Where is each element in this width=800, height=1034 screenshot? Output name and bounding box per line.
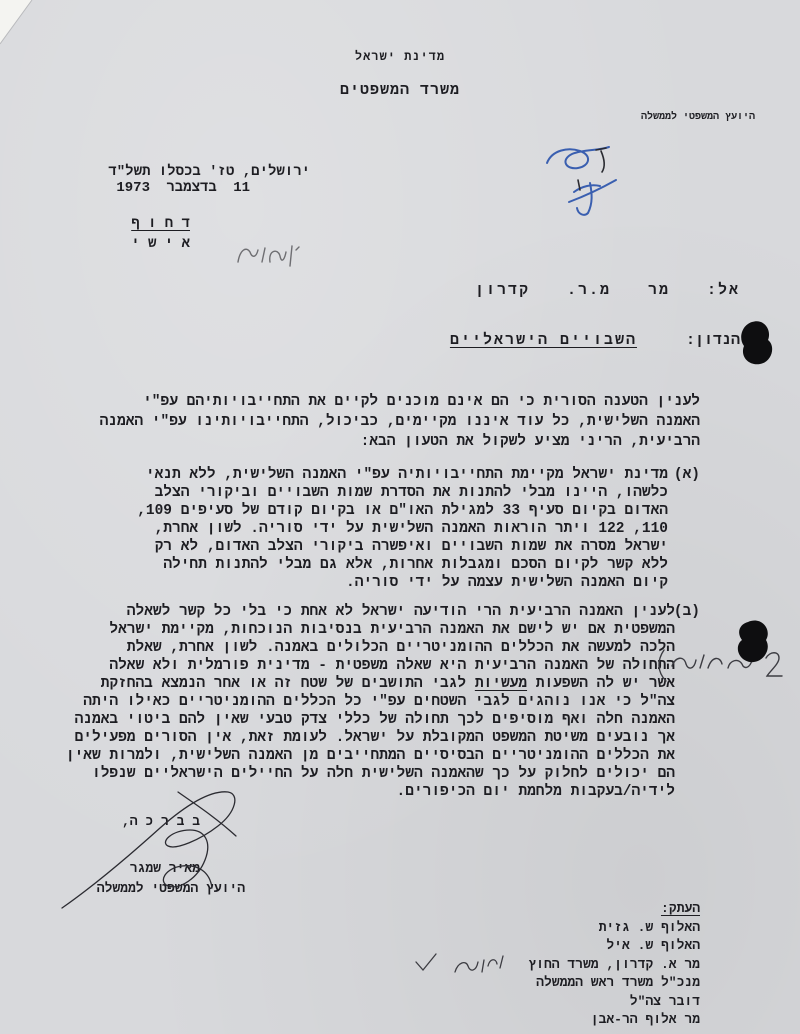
signatory-title: היועץ המשפטי לממשלה xyxy=(96,881,245,896)
paragraph-line: ללא קשר לקיום הסכם ומגבלות אחרות, אלא גם מבלי להתנות תחילה xyxy=(163,557,668,573)
date-hebrew: ירושלים, טז' בכסלו תשל"ד xyxy=(108,164,310,180)
paragraph-line: הם יכולים לחלוק על כך שהאמנה השלישית חלה על החיילים הישראליים שנפלו xyxy=(92,766,675,782)
line-segment: אשר יש לה השפעות xyxy=(527,676,675,692)
paragraph-line: הלכה למעשה את הכללים ההומניטריים הכלולים באמנה. לשון אחרת, שאלת xyxy=(126,640,675,656)
paragraph-line: לענין האמנה הרביעית הרי הודיעה ישראל לא אחת כי בלי כל קשר לשאלה xyxy=(126,604,675,620)
letterhead-state: מדינת ישראל xyxy=(354,50,446,64)
signatory-name: מאיר שמגר xyxy=(129,861,200,876)
paragraph-a-marker: (א) xyxy=(673,467,700,483)
copy-recipient: מנכ"ל משרד ראש הממשלה xyxy=(536,975,700,990)
paragraph-line: האמנה השלישית, כל עוד איננו מקיימים, כביכול, התחייבויותינו עפ"י האמנה xyxy=(99,414,700,430)
subject-line xyxy=(450,332,740,349)
intro-paragraph xyxy=(100,392,700,452)
letterhead-office: היועץ המשפטי לממשלה xyxy=(640,112,755,123)
paragraph-line: האמנה חלה ואף מוסיפים לכך תחולה של כללי צדק טבעי שאין להם ביטוי באמנה xyxy=(74,712,675,728)
copy-recipient: מר אלוף הר-אבן xyxy=(590,1012,700,1027)
closing: ב ב ר כ ה, xyxy=(121,814,200,829)
paragraph-b xyxy=(66,603,675,801)
paragraph-line: לידיה/בעקבות מלחמת יום הכיפורים. xyxy=(396,784,675,800)
subject-label: הנדון: xyxy=(685,332,740,349)
paragraph-line: ישראל מסרה את שמות השבויים ואיפשרה ביקורי הצלב האדום, לא רק xyxy=(154,539,668,555)
paragraph-line: כלשהו, היינו מבלי להתנות את הסדרת שמות השבויים וביקורי הצלב xyxy=(154,485,668,501)
copy-recipient: האלוף ש. איל xyxy=(606,938,700,953)
paragraph-line: התחולה של האמנה הרביעית היא שאלה משפטית - מדינית פורמלית ולא שאלה xyxy=(109,658,675,674)
underlined-word: מעשיות xyxy=(474,676,528,692)
paragraph-a xyxy=(137,466,668,592)
paragraph-line: המשפטית אם יש לישם את האמנה הרביעית בנסיבות הנוכחות, מקיימת ישראל xyxy=(109,622,675,638)
urgency-label: ד ח ו ף xyxy=(131,216,190,232)
paragraph-b-marker: (ב) xyxy=(673,604,700,620)
copies-heading: העתק: xyxy=(660,901,700,916)
date-gregorian: 11 בדצמבר 1973 xyxy=(116,180,250,196)
paragraph-line: 110, 122 ויתר הוראות האמנה השלישית על ידי סוריה. לשון אחרת, xyxy=(154,521,668,537)
letterhead-ministry: משרד המשפטים xyxy=(339,82,461,99)
paragraph-line: צה"ל כי אנו נוהגים לגבי השטחים עפ"י כל הכללים ההומניטריים כאילו היתה xyxy=(83,694,675,710)
paragraph-line: את הכללים ההומניטריים הבסיסיים המתחייבים מן האמנה השלישית, ולמרות שאין xyxy=(65,748,675,764)
copy-recipient: האלוף ש. גזית xyxy=(598,919,700,935)
paragraph-line: אך נובעים משיטת המשפט המקובלת על ישראל. לעומת זאת, אין הסורים מפעילים xyxy=(74,730,675,746)
paragraph-line: מדינת ישראל מקיימת התחייבויותיה עפ"י האמנה השלישית, ללא תנאי xyxy=(145,467,668,483)
copy-recipient: דובר צה"ל xyxy=(629,993,700,1009)
paragraph-line: קיום האמנה השלישית עצמה על ידי סוריה. xyxy=(346,575,668,591)
subject-text: השבויים הישראליים xyxy=(449,332,637,349)
line-segment: לגבי התושבים של שטח זה או אחר הנמצא בהחזקת xyxy=(100,676,475,692)
paragraph-line: הרביעית, הריני מציע לשקול את הטעון הבא: xyxy=(360,434,700,450)
paragraph-line: האדום בקיום סעיף 33 למגילת האו"ם או בקיום קודם של סעיפים 109, xyxy=(137,503,668,519)
paragraph-line: לענין הטענה הסורית כי הם אינם מוכנים לקיים את התחייבויותיהם עפ"י xyxy=(143,394,700,410)
copy-recipient: מר א. קדרון, משרד החוץ xyxy=(528,956,700,972)
paragraph-line xyxy=(66,675,675,693)
addressee: אל: מר מ.ר. קדרון xyxy=(474,282,740,299)
copies-list xyxy=(528,900,700,1030)
confidentiality-label: א י ש י xyxy=(131,236,190,252)
